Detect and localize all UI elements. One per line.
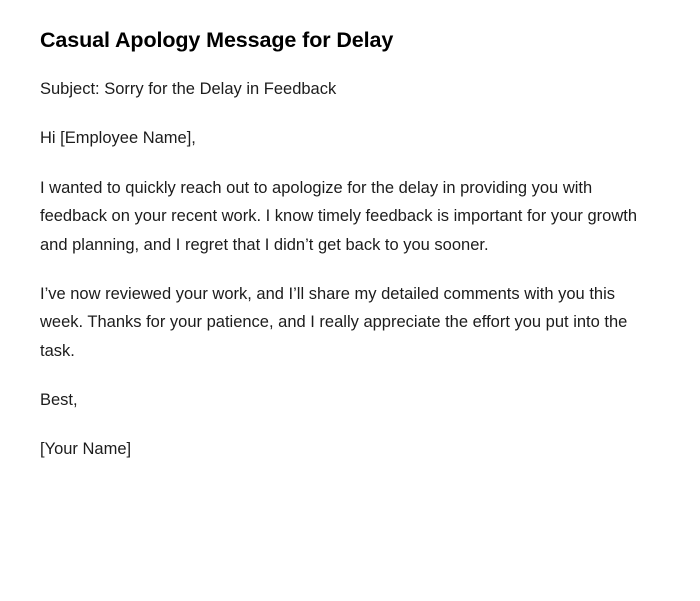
paragraph-apology: I wanted to quickly reach out to apologize for the delay in providing you with feedback on your recent work. I know timely feedback is important for your growth and planning, and I regret that I didn’t get back to you sooner.	[40, 178, 638, 254]
paragraph-greeting: Hi [Employee Name],	[40, 129, 196, 148]
paragraph-signoff: Best,	[40, 391, 78, 410]
paragraph-signature: [Your Name]	[40, 440, 132, 459]
paragraph-followup: I’ve now reviewed your work, and I’ll share my detailed comments with you this week. Thanks for your patience, and I really appreciate the effort you put into the task.	[40, 284, 628, 360]
page-title: Casual Apology Message for Delay	[40, 28, 394, 52]
paragraph-subject: Subject: Sorry for the Delay in Feedback	[40, 80, 337, 99]
document-body	[40, 75, 660, 464]
